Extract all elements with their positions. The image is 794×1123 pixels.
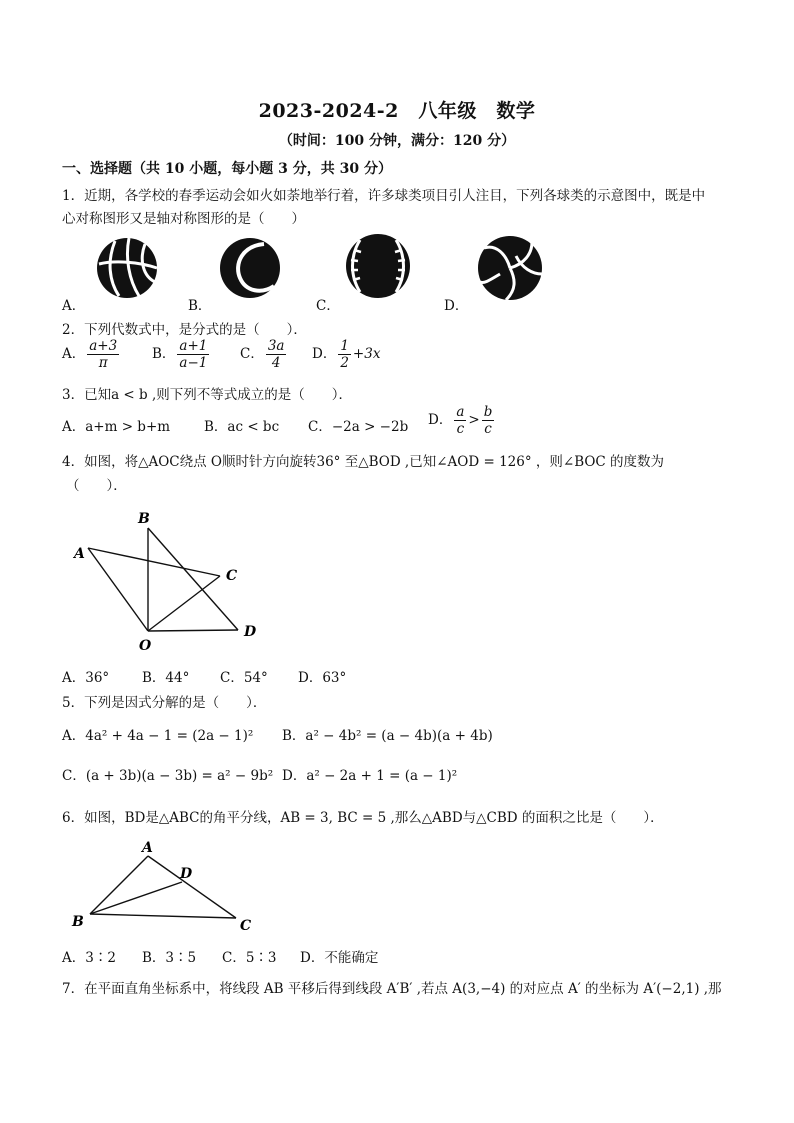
page-title: 2023-2024-2 八年级 数学 — [258, 100, 536, 122]
q1-stem-line1: 1．近期，各学校的春季运动会如火如荼地举行着，许多球类项目引人注目，下列各球类的示意图中，既是中 — [62, 188, 706, 204]
point-label-b: B — [72, 914, 84, 930]
denominator: c — [456, 421, 465, 437]
q4-stem-line2: （ ）． — [66, 478, 127, 494]
q4-figure — [66, 504, 276, 656]
option-label: D． — [428, 412, 453, 428]
q6-option-b[interactable]: B．3∶5 — [142, 950, 197, 966]
point-label-o: O — [139, 638, 152, 654]
fraction — [454, 404, 466, 437]
numerator: a+1 — [179, 338, 208, 354]
q5-option-a[interactable]: A．4a² + 4a − 1 = (2a − 1)² — [62, 728, 254, 744]
denominator: 2 — [340, 355, 349, 371]
denominator: π — [98, 355, 108, 371]
q3-option-c[interactable]: C．−2a > −2b — [308, 419, 409, 435]
q4-stem-line1: 4．如图，将△AOC绕点 O顺时针方向旋转36° 至△BOD ,已知∠AOD = 126° ，则∠BOC 的度数为 — [62, 454, 665, 470]
point-label-a: A — [74, 546, 85, 562]
numerator: 1 — [340, 338, 349, 354]
q4-option-a[interactable]: A．36° — [62, 670, 110, 686]
q1-option-b[interactable]: B． — [188, 298, 212, 314]
q3-option-b[interactable]: B．ac < bc — [204, 419, 280, 435]
q3-option-a[interactable]: A．a+m > b+m — [62, 419, 171, 435]
numerator: 3a — [267, 338, 285, 354]
q2-option-c[interactable] — [240, 338, 288, 371]
option-label: A． — [62, 346, 86, 362]
q5-option-c[interactable]: C．(a + 3b)(a − 3b) = a² − 9b² — [62, 768, 274, 784]
denominator: c — [484, 421, 492, 437]
point-label-d: D — [180, 866, 193, 882]
q2-option-a[interactable] — [62, 338, 121, 371]
q4-option-b[interactable]: B．44° — [142, 670, 190, 686]
point-label-c: C — [226, 568, 238, 584]
q6-option-a[interactable]: A．3∶2 — [62, 950, 116, 966]
fraction — [177, 338, 209, 371]
denominator: a−1 — [179, 355, 208, 371]
exam-info: （时间：100 分钟，满分：120 分） — [278, 133, 516, 149]
q7-stem: 7．在平面直角坐标系中，将线段 AB 平移后得到线段 A′B′ ,若点 A(3,−4) 的对应点 A′ 的坐标为 A′(−2,1) ,那 — [62, 981, 722, 997]
q6-figure — [66, 838, 266, 936]
point-label-c: C — [240, 918, 252, 934]
point-label-b: B — [138, 511, 150, 527]
point-label-a: A — [142, 840, 153, 856]
q6-figure-lines — [90, 856, 236, 918]
option-label: C． — [240, 346, 264, 362]
numerator: a — [456, 404, 465, 420]
basketball-icon — [95, 236, 159, 300]
section-heading-choice: 一、选择题（共 10 小题，每小题 3 分，共 30 分） — [62, 161, 392, 177]
q6-option-d[interactable]: D．不能确定 — [300, 950, 379, 966]
q6-stem: 6．如图，BD是△ABC的角平分线，AB = 3, BC = 5 ,那么△ABD与△CBD 的面积之比是（ ）． — [62, 810, 664, 826]
denominator: 4 — [271, 355, 281, 371]
option-label: B． — [152, 346, 176, 362]
q5-option-b[interactable]: B．a² − 4b² = (a − 4b)(a + 4b) — [282, 728, 493, 744]
q1-option-c[interactable]: C． — [316, 298, 340, 314]
q1-option-d[interactable]: D． — [444, 298, 469, 314]
q3-stem: 3．已知a < b ,则下列不等式成立的是（ ）． — [62, 387, 353, 403]
q1-option-a[interactable]: A． — [62, 298, 86, 314]
q1-stem-line2: 心对称图形又是轴对称图形的是（ ） — [62, 211, 305, 227]
q4-figure-lines — [88, 528, 238, 631]
numerator: a+3 — [89, 338, 118, 354]
operator: > — [468, 412, 480, 428]
baseball-icon — [344, 232, 412, 300]
fraction — [482, 404, 495, 437]
fraction — [266, 338, 287, 371]
q3-option-d[interactable] — [428, 404, 496, 437]
expression-tail: +3x — [352, 346, 381, 362]
option-label: D． — [312, 346, 337, 362]
point-label-d: D — [244, 624, 257, 640]
q6-option-c[interactable]: C．5∶3 — [222, 950, 277, 966]
q4-option-d[interactable]: D．63° — [298, 670, 347, 686]
q2-option-b[interactable] — [152, 338, 211, 371]
fraction — [338, 338, 351, 371]
q5-option-d[interactable]: D．a² − 2a + 1 = (a − 1)² — [282, 768, 458, 784]
tennis-ball-icon — [218, 236, 282, 300]
q5-stem: 5．下列是因式分解的是（ ）． — [62, 695, 267, 711]
q2-option-d[interactable] — [312, 338, 380, 371]
fraction — [87, 338, 119, 371]
numerator: b — [483, 404, 493, 420]
volleyball-icon — [476, 234, 544, 302]
q4-option-c[interactable]: C．54° — [220, 670, 268, 686]
q2-stem: 2．下列代数式中，是分式的是（ ）． — [62, 322, 307, 338]
